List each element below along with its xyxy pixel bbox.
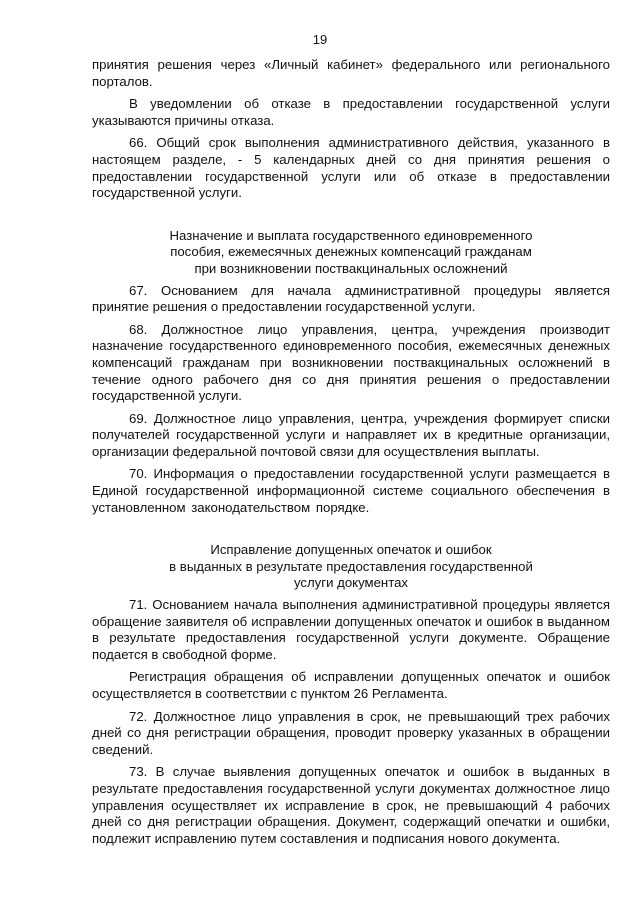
section-heading-corrections [92, 542, 610, 592]
page-number: 19 [312, 32, 328, 47]
paragraph-refusal-notice: В уведомлении об отказе в предоставлении государственной услуги указываются причины отказа. [92, 96, 610, 128]
heading-line: Исправление допущенных опечаток и ошибок [210, 542, 492, 558]
paragraph-72: 72. Должностное лицо управления в срок, не превышающий трех рабочих дней со дня регистрации обращения, проводит проверку указанных в обращении сведений. [92, 708, 610, 757]
paragraph-registration: Регистрация обращения об исправлении допущенных опечаток и ошибок осуществляется в соответствии с пунктом 26 Регламента. [92, 669, 610, 701]
document-body [92, 57, 610, 853]
paragraph-66: 66. Общий срок выполнения административного действия, указанного в настоящем разделе, - 5 календарных дней со дня принятия решения о предоставлении государственной услуги или об отказе в предоставлении государственной услуги. [92, 135, 610, 201]
section-heading-payment [92, 228, 610, 278]
paragraph-continuation: принятия решения через «Личный кабинет» федерального или регионального порталов. [92, 57, 610, 89]
paragraph-68: 68. Должностное лицо управления, центра, учреждения производит назначение государственного единовременного пособия, ежемесячных денежных компенсаций гражданам при возникновении поствакцинальных осложнений в течение одного рабочего дня со дня принятия решения о предоставлении государственной услуги. [92, 321, 610, 404]
paragraph-71: 71. Основанием начала выполнения административной процедуры является обращение заявителя об исправлении допущенных опечаток и ошибок в выданном в результате предоставления государственной услуги документе. Обращение подается в свободной форме. [92, 597, 610, 662]
paragraph-67: 67. Основанием для начала административной процедуры является принятие решения о предоставлении государственной услуги. [92, 282, 610, 315]
paragraph-69: 69. Должностное лицо управления, центра, учреждения формирует списки получателей государственной услуги и направляет их в кредитные организации, организации федеральной почтовой связи для осуществления выплаты. [92, 410, 610, 459]
heading-line: в выданных в результате предоставления государственной [169, 558, 533, 574]
heading-line: пособия, ежемесячных денежных компенсаций гражданам [170, 244, 532, 260]
heading-line: услуги документах [293, 575, 409, 591]
paragraph-70: 70. Информация о предоставлении государственной услуги размещается в Единой государственной информационной системе социального обеспечения в установленном законодательством порядке. [92, 466, 610, 515]
heading-line: Назначение и выплата государственного единовременного [169, 227, 533, 243]
paragraph-73: 73. В случае выявления допущенных опечаток и ошибок в выданных в результате предоставления государственной услуги документах должностное лицо управления осуществляет их исправление в срок, не превышающий 4 рабочих дней со дня регистрации обращения. Документ, содержащий опечатки и ошибки, подлежит исправлению путем составления и подписания нового документа. [92, 764, 610, 846]
heading-line: при возникновении поствакцинальных осложнений [194, 260, 508, 276]
